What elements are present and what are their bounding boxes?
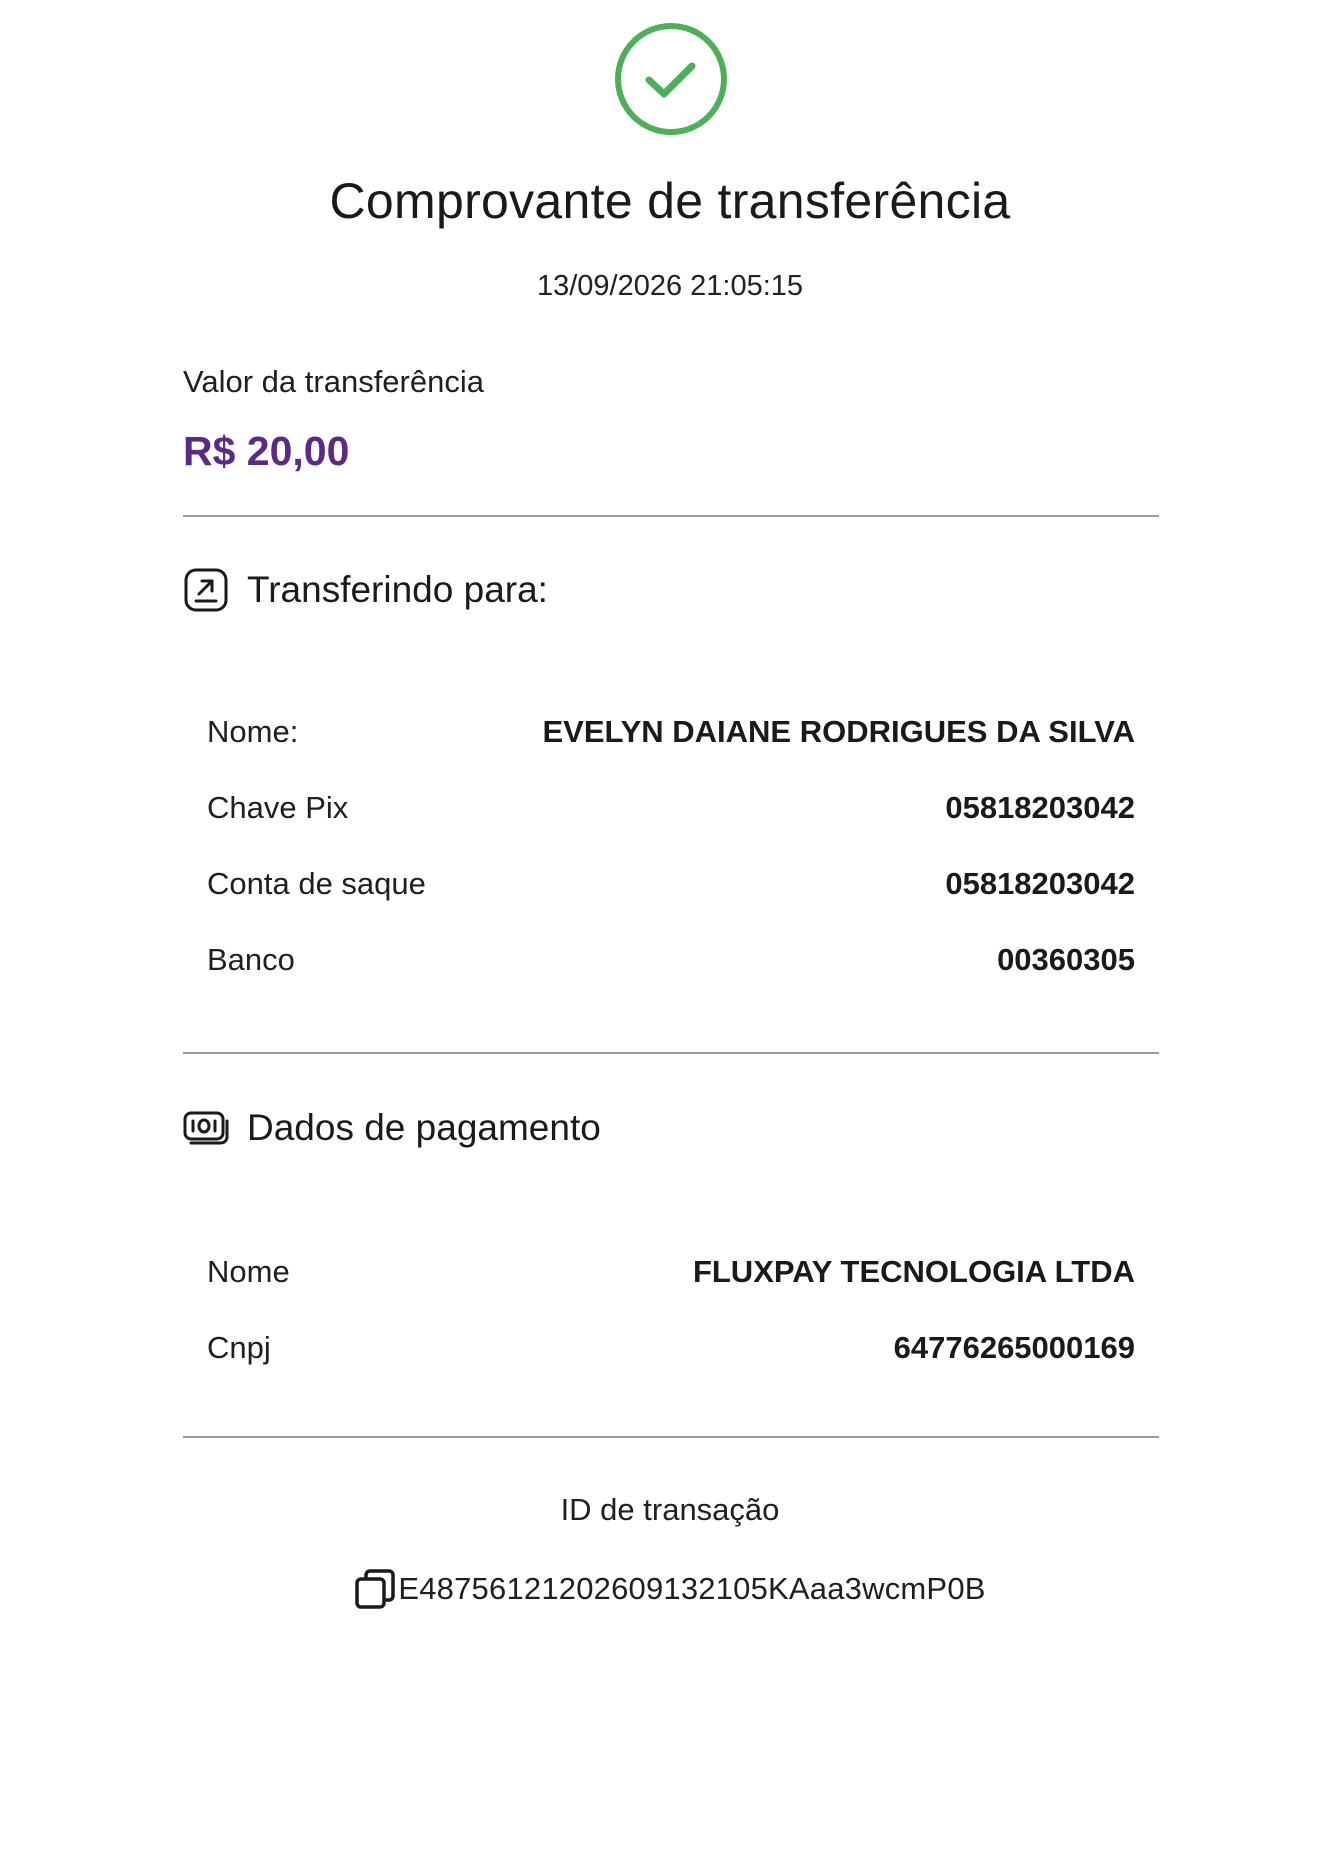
row-key: Nome: <box>207 714 299 749</box>
amount-value: R$ 20,00 <box>183 428 350 474</box>
row-value: 05818203042 <box>945 790 1135 825</box>
payment-row-cnpj <box>207 1330 1135 1366</box>
divider <box>183 1436 1159 1438</box>
transaction-id-row <box>0 1568 1340 1610</box>
payment-row-name <box>207 1254 1135 1290</box>
payment-section-header <box>183 1104 601 1152</box>
page-title: Comprovante de transferência <box>329 173 1011 229</box>
transfer-datetime: 13/09/2026 21:05:15 <box>536 270 804 302</box>
row-value: 64776265000169 <box>893 1330 1135 1365</box>
money-icon <box>183 1105 229 1151</box>
recipient-row-bank <box>207 942 1135 978</box>
row-key: Conta de saque <box>207 866 426 901</box>
row-value: 05818203042 <box>945 866 1135 901</box>
row-value: EVELYN DAIANE RODRIGUES DA SILVA <box>542 714 1135 749</box>
row-key: Cnpj <box>207 1330 271 1365</box>
divider <box>183 515 1159 517</box>
transfer-out-icon <box>183 567 229 613</box>
row-key: Chave Pix <box>207 790 349 825</box>
transaction-id-value[interactable]: E48756121202609132105KAaa3wcmP0B <box>398 1571 986 1606</box>
amount-label: Valor da transferência <box>183 364 484 399</box>
row-key: Nome <box>207 1254 290 1289</box>
recipient-section-header <box>183 566 548 614</box>
copy-icon[interactable] <box>354 1568 396 1610</box>
recipient-row-account <box>207 866 1135 902</box>
row-value: 00360305 <box>997 942 1135 977</box>
row-key: Banco <box>207 942 295 977</box>
transaction-id-label: ID de transação <box>560 1492 780 1527</box>
recipient-section-title: Transferindo para: <box>247 569 548 610</box>
check-circle-icon <box>614 22 728 136</box>
divider <box>183 1052 1159 1054</box>
payment-section-title: Dados de pagamento <box>247 1107 601 1148</box>
row-value: FLUXPAY TECNOLOGIA LTDA <box>692 1254 1135 1289</box>
recipient-row-name <box>207 714 1135 750</box>
recipient-row-pix-key <box>207 790 1135 826</box>
